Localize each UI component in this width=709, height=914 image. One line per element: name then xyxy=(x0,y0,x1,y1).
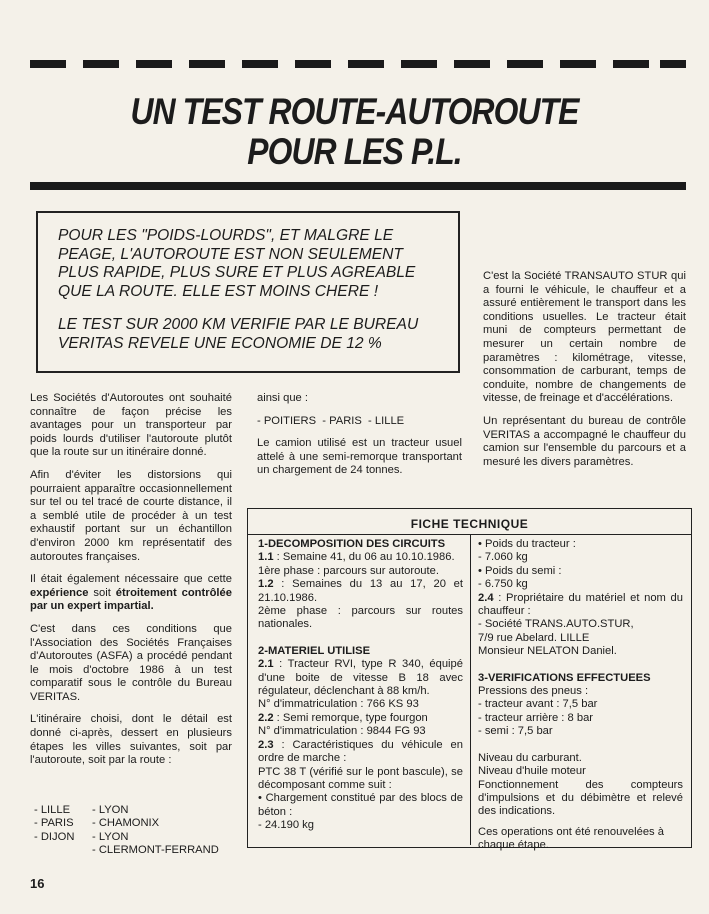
intro-box xyxy=(36,211,460,373)
city-item: - PARIS xyxy=(34,817,74,830)
col2-paragraph-3: Le camion utilisé est un tracteur usuel attelé à une semi-remorque transportant un chargement de 24 tonnes. xyxy=(257,437,462,477)
fiche-line: - Société TRANS.AUTO.STUR, xyxy=(478,618,634,631)
fiche-line xyxy=(258,739,463,766)
city-list-left xyxy=(34,804,94,844)
city-list-right xyxy=(92,804,242,858)
intro-paragraph-1: POUR LES "POIDS-LOURDS", ET MALGRE LE PEAGE, L'AUTOROUTE EST NON SEULEMENT PLUS RAPIDE, PLUS SURE ET PLUS AGREABLE QUE LA ROUTE. ELLE EST MOINS CHERE ! xyxy=(58,227,416,300)
label: 2.1 xyxy=(258,658,274,671)
text: Il était également nécessaire que cette xyxy=(30,573,232,586)
column-2 xyxy=(257,392,462,487)
label: 2.4 xyxy=(478,591,494,604)
fiche-line: 7/9 rue Abelard. LILLE xyxy=(478,631,590,644)
fiche-line xyxy=(258,712,463,725)
text: : Tracteur RVI, type R 340, équipé d'une boite de vitesse B 18 avec régulateur, déclenchant à 88 km/h. xyxy=(258,658,463,698)
fiche-line: Niveau du carburant. xyxy=(478,751,582,764)
column-3 xyxy=(483,270,686,478)
fiche-line: Monsieur NELATON Daniel. xyxy=(478,645,617,658)
col3-paragraph-2: Un représentant du bureau de contrôle VERITAS a accompagné le chauffeur du camion sur l'ensemble du parcours et a mesuré les divers paramètres. xyxy=(483,414,686,468)
spacer xyxy=(258,632,463,645)
city-item: - LYON xyxy=(92,830,129,843)
city-item: - DIJON xyxy=(34,830,75,843)
fiche-line: Ces operations ont été renouvelées à chaque étape. xyxy=(478,825,664,852)
fiche-line: PTC 38 T (vérifié sur le pont bascule), se décomposant comme suit : xyxy=(258,765,463,791)
fiche-line xyxy=(258,578,463,605)
col1-paragraph-1: Les Sociétés d'Autoroutes ont souhaité connaître de façon précise les avantages pour un transporteur par poids lourds d'utiliser l'autoroute plutôt que la route sur un itinéraire donné. xyxy=(30,392,232,459)
dash-segment xyxy=(613,60,649,68)
dash-segment xyxy=(348,60,384,68)
city-item: - LYON xyxy=(92,804,129,816)
headline-line-2: POUR LES P.L. xyxy=(247,131,462,172)
dash-segment xyxy=(507,60,543,68)
text: soit xyxy=(88,586,116,599)
fiche-line xyxy=(478,592,683,619)
fiche-line: Pressions des pneus : xyxy=(478,685,589,698)
fiche-line: 1ère phase : parcours sur autoroute. xyxy=(258,564,439,577)
label: 1.2 xyxy=(258,578,274,591)
fiche-line: - tracteur avant : 7,5 bar xyxy=(478,698,598,711)
emphasis: expérience xyxy=(30,586,89,599)
fiche-line: - tracteur arrière : 8 bar xyxy=(478,711,594,724)
page-number: 16 xyxy=(30,876,45,891)
fiche-line: • Chargement constitué par des blocs de béton : xyxy=(258,792,463,818)
fiche-line xyxy=(258,551,463,564)
city-item: - LILLE xyxy=(34,804,71,816)
spacer xyxy=(478,819,683,826)
fiche-line: Fonctionnement des compteurs d'impulsions et du débimètre et relevé des indications. xyxy=(478,778,683,818)
fiche-line: - 6.750 kg xyxy=(478,578,528,591)
fiche-line: N° d'immatriculation : 9844 FG 93 xyxy=(258,725,426,738)
dash-segment xyxy=(30,60,66,68)
col1-paragraph-4: C'est dans ces conditions que l'Association des Sociétés Françaises d'Autoroutes (ASFA) a procédé pendant le mois d'octobre 1986 à un test comparatif sous le contrôle du Bureau VERITAS. xyxy=(30,622,232,703)
title-rule xyxy=(30,182,686,190)
fiche-left-column xyxy=(258,538,463,833)
text: : Propriétaire du matériel et nom du chauffeur : xyxy=(478,591,683,618)
section-heading: 1-DECOMPOSITION DES CIRCUITS xyxy=(258,538,446,550)
emphasis: étroitement contrôlée par un expert impartial. xyxy=(30,586,232,613)
dash-segment xyxy=(242,60,278,68)
text: : Caractéristiques du véhicule en ordre de marche : xyxy=(258,738,463,765)
label: 2.3 xyxy=(258,738,274,751)
label: 1.1 xyxy=(258,551,274,564)
fiche-line: - 7.060 kg xyxy=(478,551,528,564)
col2-paragraph-2: - POITIERS - PARIS - LILLE xyxy=(257,414,405,427)
fiche-line: N° d'immatriculation : 766 KS 93 xyxy=(258,698,419,711)
headline-line-1: UN TEST ROUTE-AUTOROUTE xyxy=(130,91,579,132)
col1-paragraph-5: L'itinéraire choisi, dont le détail est donné ci-après, dessert en plusieurs étapes les villes suivantes, soit par l'autoroute, soit par la route : xyxy=(30,713,232,767)
dash-segment xyxy=(401,60,437,68)
fiche-line xyxy=(258,658,463,698)
fiche-line: - semi : 7,5 bar xyxy=(478,725,553,738)
section-heading: 2-MATERIEL UTILISE xyxy=(258,644,371,657)
section-heading: 3-VERIFICATIONS EFFECTUEES xyxy=(478,671,651,684)
column-1 xyxy=(30,392,232,777)
dash-segment xyxy=(560,60,596,68)
fiche-line: • Poids du semi : xyxy=(478,564,562,577)
dash-segment xyxy=(83,60,119,68)
label: 2.2 xyxy=(258,711,274,724)
fiche-line: Niveau d'huile moteur xyxy=(478,765,586,778)
col3-paragraph-1: C'est la Société TRANSAUTO STUR qui a fourni le véhicule, le chauffeur et a assuré entièrement le transport dans les conditions usuelles. Le tracteur était muni de compteurs permettant de mesurer un certain nombre de paramètres : kilométrage, vitesse, consommation de carburant, temps de conduite, nombre de changements de vitesse, de freinage et d'accélérations. xyxy=(483,270,686,405)
text: : Semaines du 13 au 17, 20 et 21.10.1986. xyxy=(258,578,463,604)
col2-paragraph-1: ainsi que : xyxy=(257,392,308,404)
text: : Semi remorque, type fourgon xyxy=(273,711,428,724)
text: : Semaine 41, du 06 au 10.10.1986. xyxy=(273,551,455,564)
fiche-right-column xyxy=(478,538,683,853)
city-item: - CLERMONT-FERRAND xyxy=(92,844,219,857)
dash-segment xyxy=(454,60,490,68)
city-item: - CHAMONIX xyxy=(92,817,160,830)
fiche-line: - 24.190 kg xyxy=(258,819,314,832)
dash-segment xyxy=(189,60,225,68)
spacer xyxy=(478,739,683,752)
dash-segment xyxy=(136,60,172,68)
fiche-line: 2ème phase : parcours sur routes nationales. xyxy=(258,605,463,631)
fiche-title: FICHE TECHNIQUE xyxy=(410,517,529,531)
dash-segment xyxy=(660,60,686,68)
col1-paragraph-3 xyxy=(30,573,232,614)
col1-paragraph-2: Afin d'éviter les distorsions qui pourraient apparaître occasionnellement sur tel ou tel tracé de courte distance, il a semblé utile de procéder à un test exhaustif portant sur un échantillon d'environ 2000 km représentatif des autoroutes françaises. xyxy=(30,468,232,563)
spacer xyxy=(478,659,683,672)
fiche-line: • Poids du tracteur : xyxy=(478,538,576,550)
fiche-divider xyxy=(470,535,471,845)
intro-paragraph-2: LE TEST SUR 2000 KM VERIFIE PAR LE BUREAU VERITAS REVELE UNE ECONOMIE DE 12 % xyxy=(58,316,419,352)
dash-segment xyxy=(295,60,331,68)
